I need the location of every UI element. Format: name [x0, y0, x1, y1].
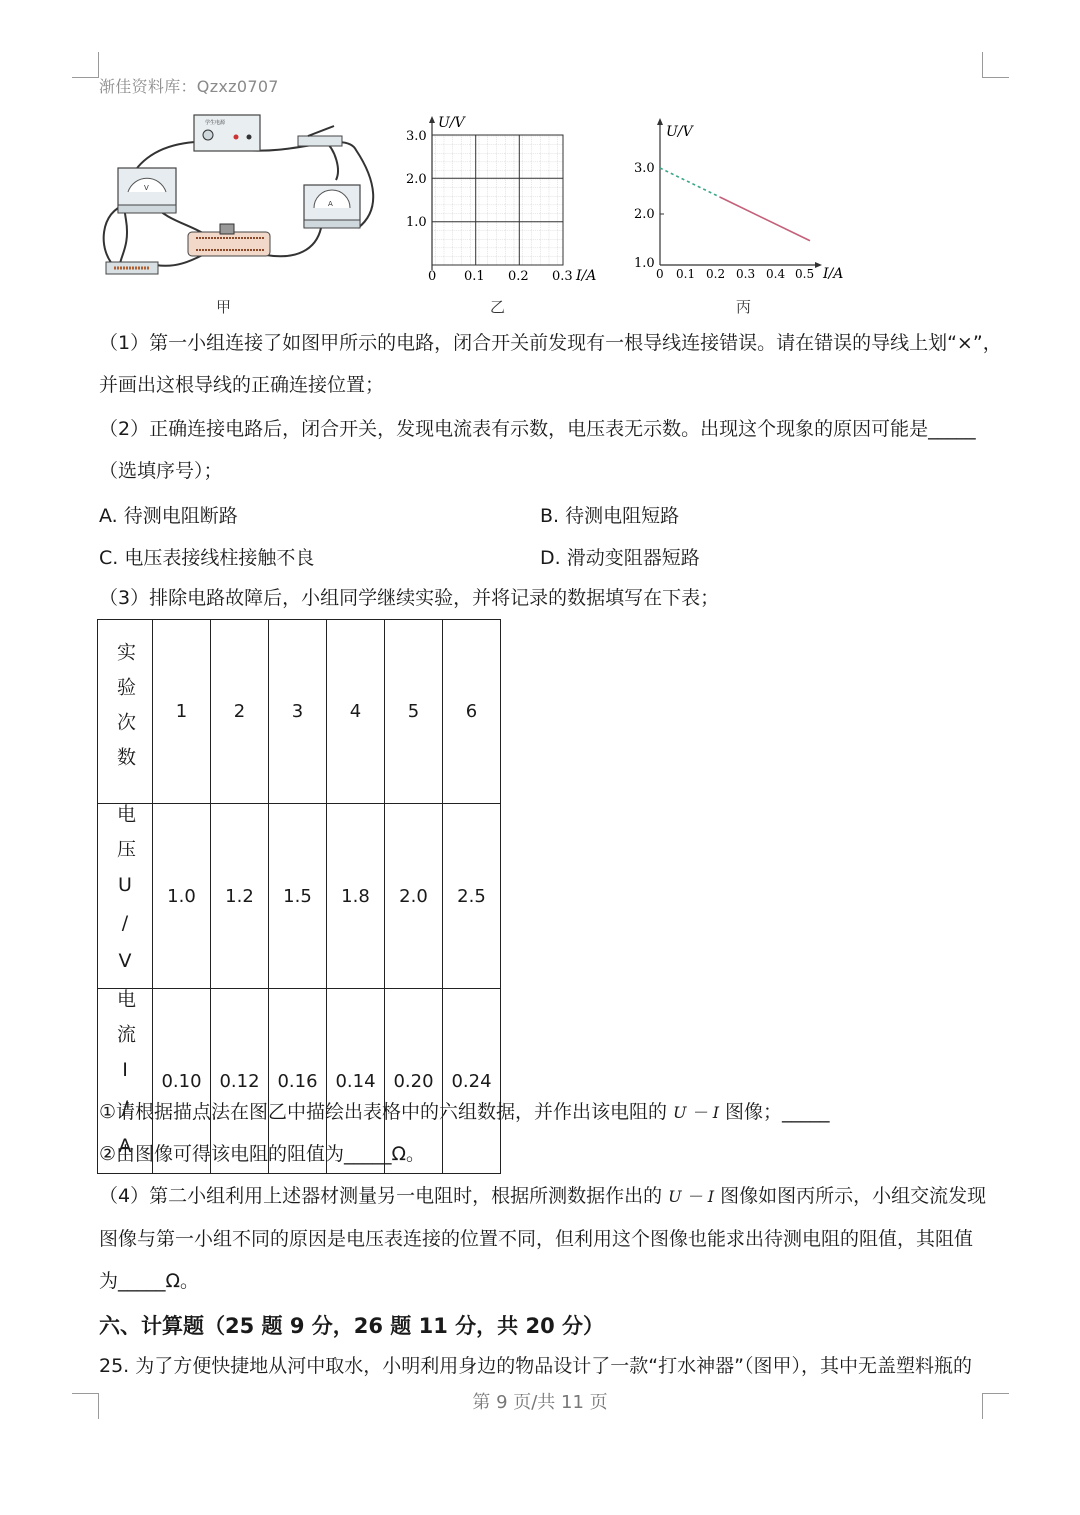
yi-y-tick: 2.0: [406, 172, 427, 187]
section-6-heading: 六、计算题（25 题 9 分，26 题 11 分，共 20 分）: [99, 1314, 604, 1338]
bing-y-tick: 3.0: [634, 161, 655, 176]
table-cell: 1.2: [211, 804, 269, 989]
bing-y-tick: 1.0: [634, 256, 655, 271]
q1-line1: （1）第一小组连接了如图甲所示的电路，闭合开关前发现有一根导线连接错误。请在错误的导线上划“×”，: [99, 332, 1002, 354]
q4-line1: [99, 1183, 986, 1210]
figure-jia-label: 甲: [216, 298, 232, 316]
switch: [298, 136, 342, 146]
option-a: A. 待测电阻断路: [99, 505, 238, 527]
q3-intro: （3）排除电路故障后，小组同学继续实验，并将记录的数据填写在下表；: [99, 587, 720, 609]
table-head-trial: 实验次数: [98, 620, 153, 804]
table-cell: 0.20: [385, 989, 443, 1174]
table-cell: 5: [385, 620, 443, 804]
table-cell: 0.10: [153, 989, 211, 1174]
q25-text: 25. 为了方便快捷地从河中取水，小明利用身边的物品设计了一款“打水神器”（图甲），其中无盖塑料瓶的: [99, 1355, 972, 1377]
bing-x-tick: 0: [656, 267, 664, 281]
bing-x-tick: 0.5: [795, 267, 815, 281]
q2-line2: （选填序号）；: [99, 460, 223, 482]
figure-bing-label: 丙: [736, 298, 752, 316]
svg-text:V: V: [144, 184, 149, 192]
power-supply-label: 学生电源: [205, 120, 226, 126]
page-footer: 第 9 页/共 11 页: [472, 1392, 608, 1413]
rheostat: [188, 232, 270, 256]
bing-x-tick: 0.2: [706, 267, 726, 281]
table-row: [98, 804, 501, 989]
yi-x-tick: 0: [428, 269, 437, 284]
option-b: B. 待测电阻短路: [540, 505, 680, 527]
table-cell: 2: [211, 620, 269, 804]
table-cell: 0.12: [211, 989, 269, 1174]
table-cell: 2.0: [385, 804, 443, 989]
bing-x-tick: 0.4: [766, 267, 786, 281]
table-cell: 2.5: [443, 804, 501, 989]
q4-line1-post: 图像如图丙所示，小组交流发现: [720, 1185, 987, 1207]
table-cell: 0.14: [327, 989, 385, 1174]
figure-jia: [96, 110, 386, 320]
q4-line3: 为_____Ω。: [99, 1270, 200, 1292]
bing-x-tick: 0.1: [676, 267, 696, 281]
series-line-measured: [720, 197, 810, 241]
yi-y-tick: 1.0: [406, 215, 427, 230]
bing-y-axis-label: U/V: [666, 124, 693, 140]
data-table: [97, 619, 501, 1174]
crop-mark-top-left-h: [72, 77, 98, 78]
table-cell: 3: [269, 620, 327, 804]
crop-mark-top-right-h: [983, 77, 1009, 78]
line-chart-bing: [630, 110, 850, 290]
bing-y-tick: 2.0: [634, 207, 655, 222]
table-head-current: 电流I/A: [98, 989, 153, 1174]
q4-line1-ui: U － I: [668, 1187, 715, 1206]
table-cell: 0.16: [269, 989, 327, 1174]
table-cell: 1.5: [269, 804, 327, 989]
crop-mark-top-right-v: [982, 52, 983, 78]
q4-line2: 图像与第一小组不同的原因是电压表连接的位置不同，但利用这个图像也能求出待测电阻的阻值，其阻值: [99, 1228, 974, 1250]
figure-yi-label: 乙: [490, 298, 506, 316]
circuit-illustration: [96, 110, 386, 290]
table-cell: 6: [443, 620, 501, 804]
table-cell: 1.8: [327, 804, 385, 989]
table-cell: 1.0: [153, 804, 211, 989]
watermark: 渐佳资料库：Qzxz0707: [99, 77, 279, 96]
q3-sub1-post: 图像；_____: [725, 1101, 830, 1123]
series-line-extrapolated: [660, 168, 720, 197]
yi-x-tick: 0.2: [508, 269, 529, 284]
figure-bing: [630, 110, 850, 320]
yi-x-tick: 0.3: [552, 269, 573, 284]
q3-sub2: ②由图像可得该电阻的阻值为_____Ω。: [99, 1143, 426, 1165]
option-c: C. 电压表接线柱接触不良: [99, 547, 315, 569]
q2-line1: （2）正确连接电路后，闭合开关，发现电流表有示数，电压表无示数。出现这个现象的原因可能是_____: [99, 418, 976, 440]
yi-y-tick: 3.0: [406, 129, 427, 144]
table-row: [98, 620, 501, 804]
bing-x-axis-label: I/A: [823, 266, 844, 282]
yi-x-axis-label: I/A: [576, 268, 597, 284]
q3-sub1-ui: U － I: [673, 1103, 720, 1122]
table-cell: 1: [153, 620, 211, 804]
option-d: D. 滑动变阻器短路: [540, 547, 700, 569]
svg-text:A: A: [328, 200, 333, 208]
table-cell: 0.24: [443, 989, 501, 1174]
table-cell: 4: [327, 620, 385, 804]
bing-x-tick: 0.3: [736, 267, 756, 281]
figure-yi: [400, 110, 610, 320]
q1-line2: 并画出这根导线的正确连接位置；: [99, 374, 385, 396]
q4-line1-pre: （4）第二小组利用上述器材测量另一电阻时，根据所测数据作出的: [99, 1185, 663, 1207]
yi-y-axis-label: U/V: [438, 115, 465, 131]
q3-sub1-pre: ①请根据描点法在图乙中描绘出表格中的六组数据，并作出该电阻的: [99, 1101, 668, 1123]
q3-sub1: [99, 1099, 830, 1126]
grid-chart-yi: [400, 110, 610, 290]
table-head-voltage: 电压U/V: [98, 804, 153, 989]
yi-x-tick: 0.1: [464, 269, 485, 284]
